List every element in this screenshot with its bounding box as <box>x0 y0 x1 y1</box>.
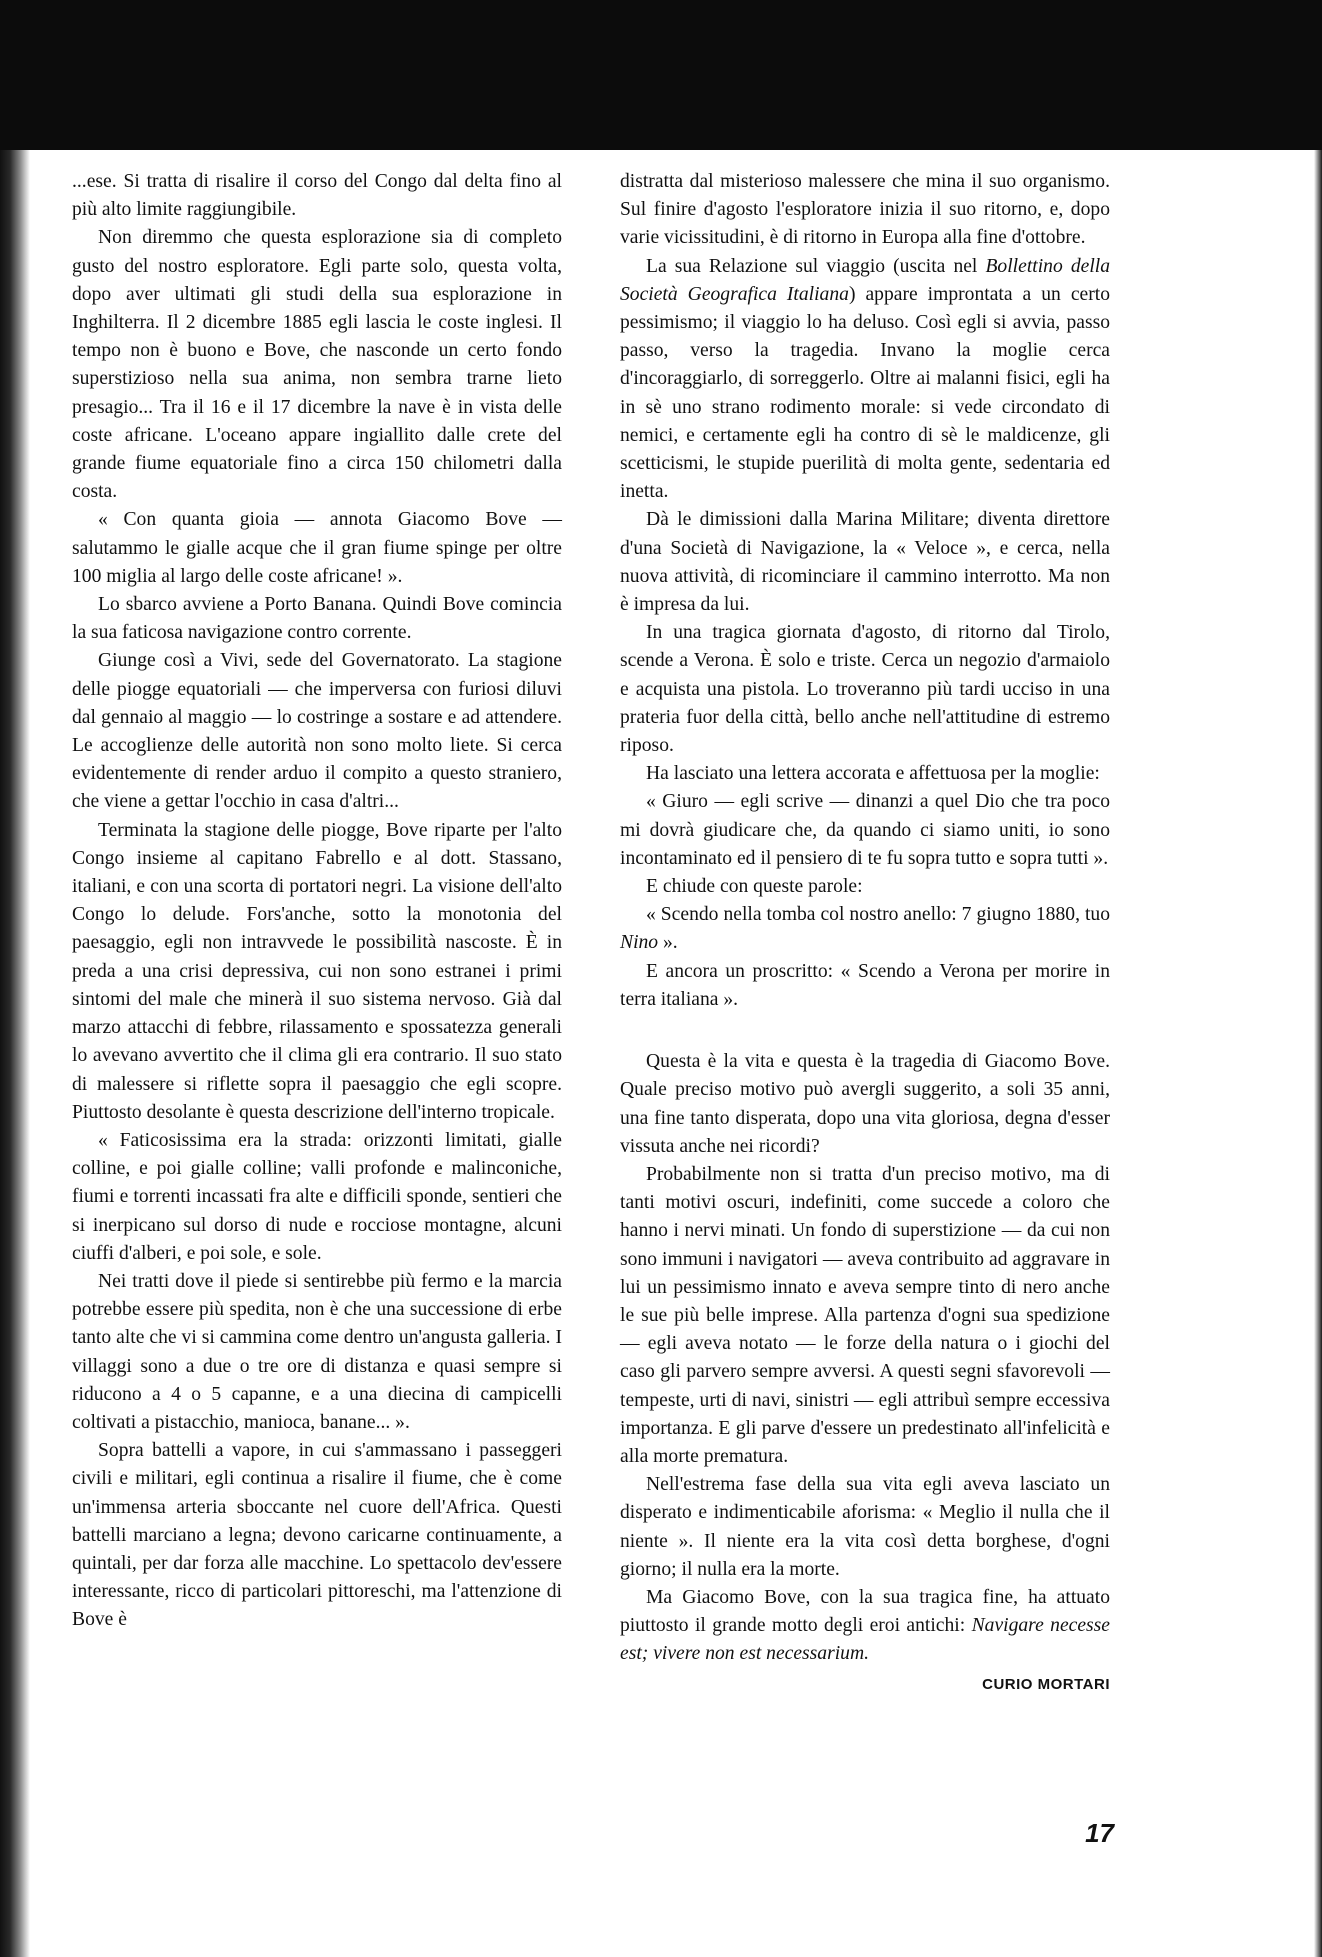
text-run: La sua Relazione sul viaggio (uscita nel <box>646 255 986 277</box>
latin-motto: Navigare necesse est; vivere non est necessarium. <box>620 1615 1110 1665</box>
right-column <box>620 168 1110 1699</box>
quote-paragraph: « Con quanta gioia — annota Giacomo Bove — salutammo le gialle acque che il gran fiume spinge per oltre 100 miglia al largo delle coste africane! ». <box>72 509 562 587</box>
paragraph: Nei tratti dove il piede si sentirebbe più fermo e la marcia potrebbe essere più spedita, non è che una successione di erbe tanto alte che vi si cammina come dentro un'angusta galleria. I villaggi sono a due o tre ore di distanza e quasi sempre si riducono a 4 o 5 capanne, e a una diecina di campicelli coltivati a pistacchio, manioca, banane... ». <box>72 1270 562 1433</box>
page-number: 17 <box>1085 1818 1114 1848</box>
scan-top-border <box>0 0 1322 150</box>
quote-paragraph <box>620 901 1110 957</box>
signature-name: Nino <box>620 932 659 954</box>
paragraph: Non diremmo che questa esplorazione sia di completo gusto del nostro esploratore. Egli parte solo, questa volta, dopo aver ultimati gli studi della sua esplorazione in Inghilterra. Il 2 dicembre 1885 egli lascia le coste inglesi. Il tempo non è buono e Bove, che nasconde un certo fondo superstizioso nella sua anima, non sembra trarne lieto presagio... Tra il 16 e il 17 dicembre la nave è in vista delle coste africane. L'oceano appare ingiallito dalle crete del grande fiume equatoriale fino a circa 150 chilometri dalla costa. <box>72 227 562 503</box>
text-run: ». <box>658 932 678 954</box>
paragraph: Probabilmente non si tratta d'un preciso motivo, ma di tanti motivi oscuri, indefiniti, come succede a coloro che hanno i nervi minati. Un fondo di superstizione — da cui non sono immuni i navigatori — aveva contribuito ad aggravare in lui un pessimismo innato e aveva sempre tinto di nero anche le sue più belle imprese. Alla partenza d'ogni sua spedizione — egli aveva notato — le forze della natura o i giochi del caso gli parvero sempre avversi. A questi segni sfavorevoli — tempeste, urti di navi, sinistri — egli attribuì sempre eccessiva importanza. E gli parve d'essere un predestinato all'infelicità e alla morte prematura. <box>620 1163 1110 1467</box>
scan-right-shadow <box>1314 150 1322 1957</box>
paragraph: distratta dal misterioso malessere che mina il suo organismo. Sul finire d'agosto l'esploratore inizia il suo ritorno, e, dopo varie vicissitudini, è di ritorno in Europa alla fine d'ottobre. <box>620 171 1110 249</box>
text-run: « Scendo nella tomba col nostro anello: 7 giugno 1880, tuo <box>646 904 1110 926</box>
paragraph: Sopra battelli a vapore, in cui s'ammassano i passeggeri civili e militari, egli continua a risalire il fiume, che è come un'immensa arteria sboccante nel cuore dell'Africa. Questi battelli marciano a legna; devono caricarne continuamente, a quintali, per dar forza alle macchine. Lo spettacolo dev'essere interessante, ricco di particolari pittoreschi, ma l'attenzione di Bove è <box>72 1440 562 1631</box>
paragraph: E chiude con queste parole: <box>646 876 863 898</box>
paragraph: Dà le dimissioni dalla Marina Militare; diventa direttore d'una Società di Navigazione, la « Veloce », e cerca, nella nuova attività, di ricominciare il cammino interrotto. Ma non è impresa da lui. <box>620 509 1110 616</box>
paragraph: Nell'estrema fase della sua vita egli aveva lasciato un disperato e indimenticabile aforisma: « Meglio il nulla che il niente ». Il niente era la vita così detta borghese, d'ogni giorno; il nulla era la morte. <box>620 1474 1110 1580</box>
text-run: Ma Giacomo Bove, con la sua tragica fine, ha attuato piuttosto il grande motto degli eroi antichi: <box>620 1586 1110 1637</box>
scan-binding-shadow <box>0 150 30 1957</box>
author-signature: CURIO MORTARI <box>982 1675 1110 1693</box>
paragraph: Ha lasciato una lettera accorata e affettuosa per la moglie: <box>646 763 1100 785</box>
paragraph: ...ese. Si tratta di risalire il corso del Congo dal delta fino al più alto limite raggiungibile. <box>72 171 562 221</box>
paragraph: In una tragica giornata d'agosto, di ritorno dal Tirolo, scende a Verona. È solo e triste. Cerca un negozio d'armaiolo e acquista una pistola. Lo troveranno più tardi ucciso in una prateria fuor della città, bello anche nell'attitudine di estremo riposo. <box>620 622 1110 757</box>
paragraph: E ancora un proscritto: « Scendo a Verona per morire in terra italiana ». <box>620 960 1110 1010</box>
paragraph: Questa è la vita e questa è la tragedia di Giacomo Bove. Quale preciso motivo può avergli suggerito, a soli 35 anni, una fine tanto disperata, dopo una vita gloriosa, degna d'esser vissuta anche nei ricordi? <box>620 1051 1110 1157</box>
publication-title: Bollettino della Società Geografica Italiana <box>620 255 1110 305</box>
text-run: ) appare improntata a un certo pessimismo; il viaggio lo ha deluso. Così egli si avvia, passo passo, verso la tragedia. Invano la moglie cerca d'incoraggiarlo, di sorreggerlo. Oltre ai malanni fisici, egli ha in sè uno strano rodimento morale: si vede circondato di nemici, e certamente egli ha contro di sè le maldicenze, gli scetticismi, le stupide puerilità di molta gente, sedentaria ed inetta. <box>620 283 1110 503</box>
quote-paragraph: « Faticosissima era la strada: orizzonti limitati, gialle colline, e poi gialle colline; valli profonde e malinconiche, fiumi e torrenti incassati fra alte e difficili sponde, sentieri che si inerpicano sul dorso di nude e rocciose montagne, alcuni ciuffi d'alberi, e poi sole, e sole. <box>72 1129 562 1264</box>
paragraph <box>620 253 1110 507</box>
section-gap <box>620 1014 1110 1048</box>
left-column <box>72 168 562 1635</box>
paragraph: Lo sbarco avviene a Porto Banana. Quindi Bove comincia la sua faticosa navigazione contro corrente. <box>72 594 562 644</box>
paragraph: Terminata la stagione delle piogge, Bove riparte per l'alto Congo insieme al capitano Fabrello e al dott. Stassano, italiani, e con una scorta di portatori negri. La visione dell'alto Congo lo delude. Fors'anche, sotto la monotonia del paesaggio, egli non intravvede le possibilità nascoste. È in preda a una crisi depressiva, cui non sono estranei i primi sintomi del male che minerà il suo sistema nervoso. Già dal marzo attacchi di febbre, rilassamento e spossatezza generali lo avevano avvertito che il clima gli era contrario. Il suo stato di malessere si riflette sopra il paesaggio che egli scopre. Piuttosto desolante è questa descrizione dell'interno tropicale. <box>72 819 562 1123</box>
paragraph: Giunge così a Vivi, sede del Governatorato. La stagione delle piogge equatoriali — che imperversa con furiosi diluvi dal gennaio al maggio — lo costringe a sostare e ad attendere. Le accoglienze delle autorità non sono molto liete. Si cerca evidentemente di render arduo il compito a questo straniero, che viene a gettar l'occhio in casa d'altri... <box>72 650 562 813</box>
paragraph <box>620 1584 1110 1669</box>
quote-paragraph: « Giuro — egli scrive — dinanzi a quel Dio che tra poco mi dovrà giudicare che, da quando ci siamo uniti, io sono incontaminato ed il pensiero di te fu sopra tutto e sopra tutti ». <box>620 791 1110 869</box>
